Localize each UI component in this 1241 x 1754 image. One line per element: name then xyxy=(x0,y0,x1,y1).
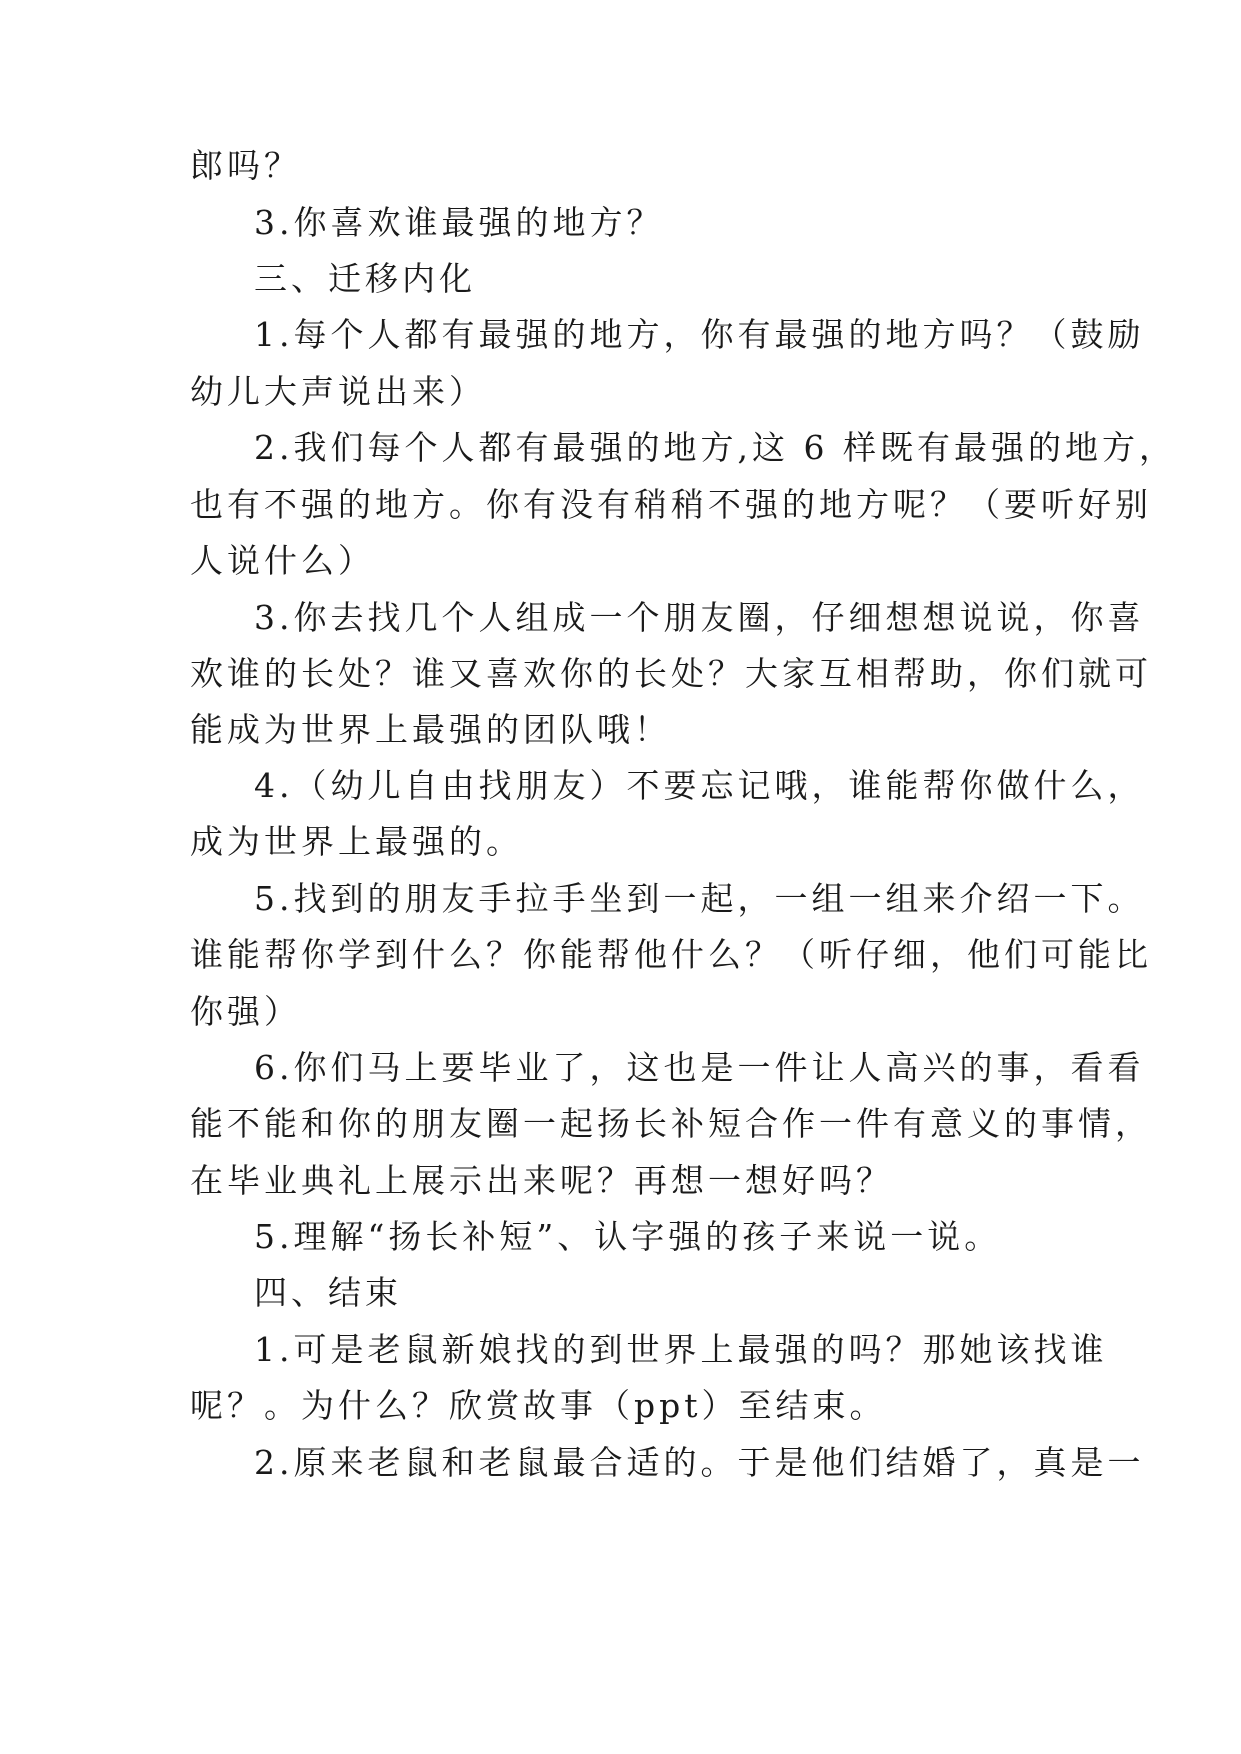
section-heading: 四、结束 xyxy=(254,1273,402,1312)
section-heading: 三、迁移内化 xyxy=(254,259,476,298)
text-line: 谁能帮你学到什么？你能帮他什么？（听仔细，他们可能比 xyxy=(190,935,1152,974)
text-line: 呢？。为什么？欣赏故事（ppt）至结束。 xyxy=(190,1386,887,1425)
text-line: 3.你去找几个人组成一个朋友圈，仔细想想说说，你喜 xyxy=(254,598,1145,637)
text-line: 能成为世界上最强的团队哦！ xyxy=(190,710,671,749)
text-line: 3.你喜欢谁最强的地方？ xyxy=(254,203,664,242)
text-line: 你强） xyxy=(190,992,301,1031)
text-line: 能不能和你的朋友圈一起扬长补短合作一件有意义的事情， xyxy=(190,1104,1152,1143)
text-line: 1.可是老鼠新娘找的到世界上最强的吗？那她该找谁 xyxy=(254,1330,1108,1369)
text-line: 人说什么） xyxy=(190,541,375,580)
text-line: 在毕业典礼上展示出来呢？再想一想好吗？ xyxy=(190,1161,893,1200)
text-line: 2.原来老鼠和老鼠最合适的。于是他们结婚了，真是一 xyxy=(254,1443,1145,1482)
text-line: 1.每个人都有最强的地方，你有最强的地方吗？（鼓励 xyxy=(254,315,1145,354)
text-line: 成为世界上最强的。 xyxy=(190,822,523,861)
text-line: 也有不强的地方。你有没有稍稍不强的地方呢？（要听好别 xyxy=(190,485,1152,524)
text-line: 幼儿大声说出来） xyxy=(190,372,486,411)
text-line: 6.你们马上要毕业了，这也是一件让人高兴的事，看看 xyxy=(254,1048,1145,1087)
text-line: 欢谁的长处？谁又喜欢你的长处？大家互相帮助，你们就可 xyxy=(190,654,1152,693)
text-line: 郎吗？ xyxy=(190,146,301,185)
text-line: 5.找到的朋友手拉手坐到一起，一组一组来介绍一下。 xyxy=(254,879,1145,918)
text-line: 5.理解“扬长补短”、认字强的孩子来说一说。 xyxy=(254,1217,1002,1256)
text-line: 2.我们每个人都有最强的地方,这 6 样既有最强的地方， xyxy=(254,428,1176,467)
text-line: 4.（幼儿自由找朋友）不要忘记哦，谁能帮你做什么， xyxy=(254,766,1145,805)
